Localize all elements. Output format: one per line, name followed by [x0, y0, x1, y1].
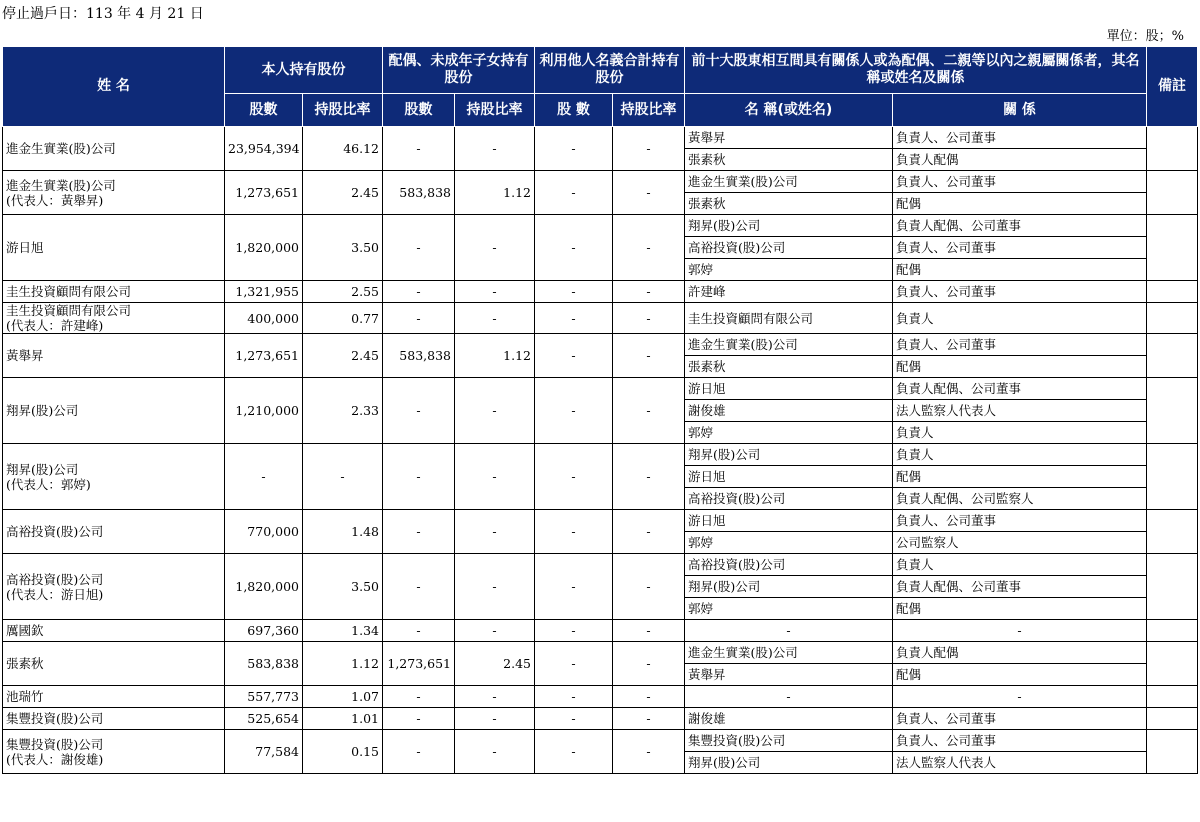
own-shares: 1,273,651	[225, 171, 303, 215]
own-ratio: 46.12	[303, 127, 383, 171]
nominee-shares: -	[535, 510, 613, 554]
spouse-shares: 1,273,651	[383, 642, 455, 686]
nominee-ratio: -	[613, 708, 685, 730]
shareholder-name-line: 翔昇(股)公司	[6, 461, 79, 477]
relation: 負責人配偶、公司董事	[893, 215, 1147, 237]
own-shares: 1,210,000	[225, 378, 303, 444]
nominee-ratio: -	[613, 444, 685, 510]
relation: 負責人、公司董事	[893, 334, 1147, 356]
shareholder-name-line: 游日旭	[6, 240, 44, 255]
related-party-name: 游日旭	[685, 510, 893, 532]
remark-cell	[1147, 378, 1198, 444]
shareholder-name-line: (代表人：謝俊雄)	[6, 751, 104, 767]
spouse-ratio: -	[455, 686, 535, 708]
relation: 負責人	[893, 444, 1147, 466]
own-shares: 23,954,394	[225, 127, 303, 171]
own-ratio: 2.45	[303, 334, 383, 378]
spouse-shares: 583,838	[383, 171, 455, 215]
shareholder-name	[3, 171, 225, 215]
shareholder-table	[2, 46, 1198, 774]
relation: 負責人配偶、公司監察人	[893, 488, 1147, 510]
shareholder-name-line: (代表人：游日旭)	[6, 586, 104, 602]
relation: 負責人	[893, 554, 1147, 576]
remark-cell	[1147, 127, 1198, 171]
remark-cell	[1147, 730, 1198, 774]
shareholder-name	[3, 303, 225, 334]
related-party-name: 張素秋	[685, 149, 893, 171]
relation: 負責人、公司董事	[893, 730, 1147, 752]
nominee-ratio: -	[613, 303, 685, 334]
shareholder-name	[3, 708, 225, 730]
nominee-ratio: -	[613, 378, 685, 444]
relation: 配偶	[893, 259, 1147, 281]
shareholder-name-line: 黃舉昇	[6, 348, 44, 363]
nominee-ratio: -	[613, 215, 685, 281]
nominee-shares: -	[535, 686, 613, 708]
shareholder-name-line: 集豐投資(股)公司	[6, 736, 104, 752]
spouse-shares: -	[383, 303, 455, 334]
relation: -	[893, 620, 1147, 642]
remark-cell	[1147, 620, 1198, 642]
nominee-ratio: -	[613, 281, 685, 303]
spouse-ratio: -	[455, 444, 535, 510]
unit-label: 單位：股；%	[1106, 29, 1184, 44]
nominee-shares: -	[535, 378, 613, 444]
relation: 配偶	[893, 466, 1147, 488]
shareholder-name-line: 圭生投資顧問有限公司	[6, 303, 132, 318]
spouse-shares: -	[383, 554, 455, 620]
related-party-name: 游日旭	[685, 378, 893, 400]
own-ratio: 1.01	[303, 708, 383, 730]
table-row	[3, 171, 1198, 193]
related-party-name: 黃舉昇	[685, 127, 893, 149]
table-row	[3, 378, 1198, 400]
related-party-name: 張素秋	[685, 193, 893, 215]
table-row	[3, 281, 1198, 303]
sub-nominee-ratio: 持股比率	[613, 94, 685, 127]
relation: 負責人	[893, 422, 1147, 444]
nominee-shares: -	[535, 642, 613, 686]
related-party-name: 黃舉昇	[685, 664, 893, 686]
col-remark: 備註	[1147, 47, 1198, 127]
own-ratio: 1.48	[303, 510, 383, 554]
relation: 法人監察人代表人	[893, 752, 1147, 774]
table-row	[3, 444, 1198, 466]
spouse-shares: -	[383, 378, 455, 444]
spouse-ratio: -	[455, 127, 535, 171]
spouse-ratio: -	[455, 620, 535, 642]
relation: 負責人配偶、公司董事	[893, 378, 1147, 400]
remark-cell	[1147, 215, 1198, 281]
related-party-name: 郭婷	[685, 598, 893, 620]
spouse-shares: -	[383, 620, 455, 642]
table-row	[3, 215, 1198, 237]
nominee-shares: -	[535, 444, 613, 510]
relation: 負責人	[893, 303, 1147, 334]
own-shares: 697,360	[225, 620, 303, 642]
relation: 負責人、公司董事	[893, 127, 1147, 149]
own-ratio: 3.50	[303, 554, 383, 620]
table-row	[3, 303, 1198, 334]
nominee-shares: -	[535, 554, 613, 620]
relation: 公司監察人	[893, 532, 1147, 554]
shareholder-name-line: 厲國欽	[6, 623, 44, 638]
spouse-ratio: 1.12	[455, 334, 535, 378]
spouse-shares: -	[383, 444, 455, 510]
spouse-ratio: 1.12	[455, 171, 535, 215]
own-ratio: -	[303, 444, 383, 510]
own-shares: 1,820,000	[225, 215, 303, 281]
relation: 負責人配偶、公司董事	[893, 576, 1147, 598]
nominee-ratio: -	[613, 171, 685, 215]
remark-cell	[1147, 303, 1198, 334]
related-party-name: 圭生投資顧問有限公司	[685, 303, 893, 334]
remark-cell	[1147, 686, 1198, 708]
relation: 負責人配偶	[893, 149, 1147, 171]
nominee-shares: -	[535, 303, 613, 334]
related-party-name: 進金生實業(股)公司	[685, 642, 893, 664]
spouse-ratio: -	[455, 281, 535, 303]
shareholder-name	[3, 510, 225, 554]
shareholder-name	[3, 127, 225, 171]
table-row	[3, 127, 1198, 149]
relation: 負責人、公司董事	[893, 510, 1147, 532]
related-party-name: 集豐投資(股)公司	[685, 730, 893, 752]
shareholder-name-line: 進金生實業(股)公司	[6, 141, 116, 156]
col-nominee-shares: 利用他人名義合計持有股份	[535, 47, 685, 94]
shareholder-name	[3, 378, 225, 444]
related-party-name: 郭婷	[685, 532, 893, 554]
own-shares: 400,000	[225, 303, 303, 334]
nominee-ratio: -	[613, 510, 685, 554]
related-party-name: 進金生實業(股)公司	[685, 171, 893, 193]
table-row	[3, 642, 1198, 664]
related-party-name: 游日旭	[685, 466, 893, 488]
shareholder-name-line: 圭生投資顧問有限公司	[6, 284, 132, 299]
spouse-shares: -	[383, 686, 455, 708]
relation: 負責人、公司董事	[893, 708, 1147, 730]
spouse-shares: -	[383, 510, 455, 554]
relation: 負責人配偶	[893, 642, 1147, 664]
spouse-shares: 583,838	[383, 334, 455, 378]
shareholder-name	[3, 554, 225, 620]
own-ratio: 3.50	[303, 215, 383, 281]
shareholder-name-line: (代表人：黃舉昇)	[6, 192, 104, 208]
stop-transfer-date: 停止過戶日：113 年 4 月 21 日	[2, 6, 204, 22]
table-row	[3, 686, 1198, 708]
shareholder-name	[3, 686, 225, 708]
related-party-name: 張素秋	[685, 356, 893, 378]
related-party-name: 翔昇(股)公司	[685, 444, 893, 466]
shareholder-name-line: 進金生實業(股)公司	[6, 177, 116, 193]
sub-nominee-shares: 股 數	[535, 94, 613, 127]
spouse-ratio: -	[455, 215, 535, 281]
spouse-shares: -	[383, 215, 455, 281]
related-party-name: 高裕投資(股)公司	[685, 488, 893, 510]
shareholder-name	[3, 730, 225, 774]
own-ratio: 1.12	[303, 642, 383, 686]
related-party-name: 郭婷	[685, 259, 893, 281]
table-row	[3, 334, 1198, 356]
related-party-name: 翔昇(股)公司	[685, 215, 893, 237]
spouse-shares: -	[383, 730, 455, 774]
sub-spouse-shares: 股數	[383, 94, 455, 127]
shareholder-name-line: 集豐投資(股)公司	[6, 711, 104, 726]
related-party-name: 高裕投資(股)公司	[685, 554, 893, 576]
relation: 法人監察人代表人	[893, 400, 1147, 422]
nominee-ratio: -	[613, 620, 685, 642]
col-related: 前十大股東相互間具有關係人或為配偶、二親等以內之親屬關係者，其名稱或姓名及關係	[685, 47, 1147, 94]
remark-cell	[1147, 171, 1198, 215]
shareholder-name-line: 翔昇(股)公司	[6, 403, 79, 418]
spouse-ratio: -	[455, 378, 535, 444]
table-body	[3, 127, 1198, 774]
shareholder-name-line: (代表人：許建峰)	[6, 318, 104, 333]
own-shares: 525,654	[225, 708, 303, 730]
remark-cell	[1147, 281, 1198, 303]
nominee-shares: -	[535, 620, 613, 642]
shareholder-name	[3, 444, 225, 510]
nominee-shares: -	[535, 708, 613, 730]
own-shares: 1,820,000	[225, 554, 303, 620]
own-ratio: 0.15	[303, 730, 383, 774]
nominee-shares: -	[535, 334, 613, 378]
spouse-ratio: 2.45	[455, 642, 535, 686]
own-ratio: 2.55	[303, 281, 383, 303]
related-party-name: 翔昇(股)公司	[685, 752, 893, 774]
own-ratio: 2.33	[303, 378, 383, 444]
spouse-shares: -	[383, 708, 455, 730]
related-party-name: -	[685, 686, 893, 708]
shareholder-name-line: 池瑞竹	[6, 689, 44, 704]
nominee-shares: -	[535, 171, 613, 215]
relation: 配偶	[893, 664, 1147, 686]
own-ratio: 1.07	[303, 686, 383, 708]
related-party-name: 許建峰	[685, 281, 893, 303]
shareholder-name	[3, 642, 225, 686]
spouse-ratio: -	[455, 303, 535, 334]
remark-cell	[1147, 510, 1198, 554]
relation: 負責人、公司董事	[893, 281, 1147, 303]
spouse-shares: -	[383, 127, 455, 171]
nominee-shares: -	[535, 127, 613, 171]
shareholder-name	[3, 215, 225, 281]
sub-related-relation: 關 係	[893, 94, 1147, 127]
relation: 負責人、公司董事	[893, 171, 1147, 193]
nominee-shares: -	[535, 215, 613, 281]
shareholder-name-line: 高裕投資(股)公司	[6, 571, 104, 587]
nominee-shares: -	[535, 281, 613, 303]
own-ratio: 2.45	[303, 171, 383, 215]
own-shares: -	[225, 444, 303, 510]
table-row	[3, 554, 1198, 576]
shareholder-name	[3, 620, 225, 642]
shareholder-name-line: (代表人：郭婷)	[6, 476, 91, 492]
nominee-ratio: -	[613, 127, 685, 171]
sub-own-ratio: 持股比率	[303, 94, 383, 127]
related-party-name: -	[685, 620, 893, 642]
col-spouse-shares: 配偶、未成年子女持有股份	[383, 47, 535, 94]
own-shares: 1,273,651	[225, 334, 303, 378]
related-party-name: 翔昇(股)公司	[685, 576, 893, 598]
table-row	[3, 708, 1198, 730]
spouse-ratio: -	[455, 730, 535, 774]
table-row	[3, 620, 1198, 642]
relation: 負責人、公司董事	[893, 237, 1147, 259]
remark-cell	[1147, 554, 1198, 620]
relation: 配偶	[893, 193, 1147, 215]
own-shares: 1,321,955	[225, 281, 303, 303]
related-party-name: 謝俊雄	[685, 708, 893, 730]
related-party-name: 進金生實業(股)公司	[685, 334, 893, 356]
related-party-name: 高裕投資(股)公司	[685, 237, 893, 259]
own-shares: 77,584	[225, 730, 303, 774]
spouse-ratio: -	[455, 554, 535, 620]
relation: 配偶	[893, 598, 1147, 620]
nominee-ratio: -	[613, 642, 685, 686]
nominee-shares: -	[535, 730, 613, 774]
nominee-ratio: -	[613, 554, 685, 620]
shareholder-name-line: 高裕投資(股)公司	[6, 524, 104, 539]
nominee-ratio: -	[613, 730, 685, 774]
related-party-name: 郭婷	[685, 422, 893, 444]
shareholder-name	[3, 281, 225, 303]
own-shares: 583,838	[225, 642, 303, 686]
sub-spouse-ratio: 持股比率	[455, 94, 535, 127]
spouse-ratio: -	[455, 708, 535, 730]
related-party-name: 謝俊雄	[685, 400, 893, 422]
remark-cell	[1147, 334, 1198, 378]
relation: -	[893, 686, 1147, 708]
spouse-shares: -	[383, 281, 455, 303]
spouse-ratio: -	[455, 510, 535, 554]
own-shares: 770,000	[225, 510, 303, 554]
own-ratio: 1.34	[303, 620, 383, 642]
col-own-shares: 本人持有股份	[225, 47, 383, 94]
own-shares: 557,773	[225, 686, 303, 708]
table-row	[3, 730, 1198, 752]
sub-related-name: 名 稱(或姓名)	[685, 94, 893, 127]
own-ratio: 0.77	[303, 303, 383, 334]
table-row	[3, 510, 1198, 532]
col-name: 姓 名	[3, 47, 225, 127]
remark-cell	[1147, 642, 1198, 686]
relation: 配偶	[893, 356, 1147, 378]
shareholder-name	[3, 334, 225, 378]
nominee-ratio: -	[613, 334, 685, 378]
shareholder-name-line: 張素秋	[6, 656, 44, 671]
remark-cell	[1147, 444, 1198, 510]
sub-own-shares: 股數	[225, 94, 303, 127]
nominee-ratio: -	[613, 686, 685, 708]
remark-cell	[1147, 708, 1198, 730]
